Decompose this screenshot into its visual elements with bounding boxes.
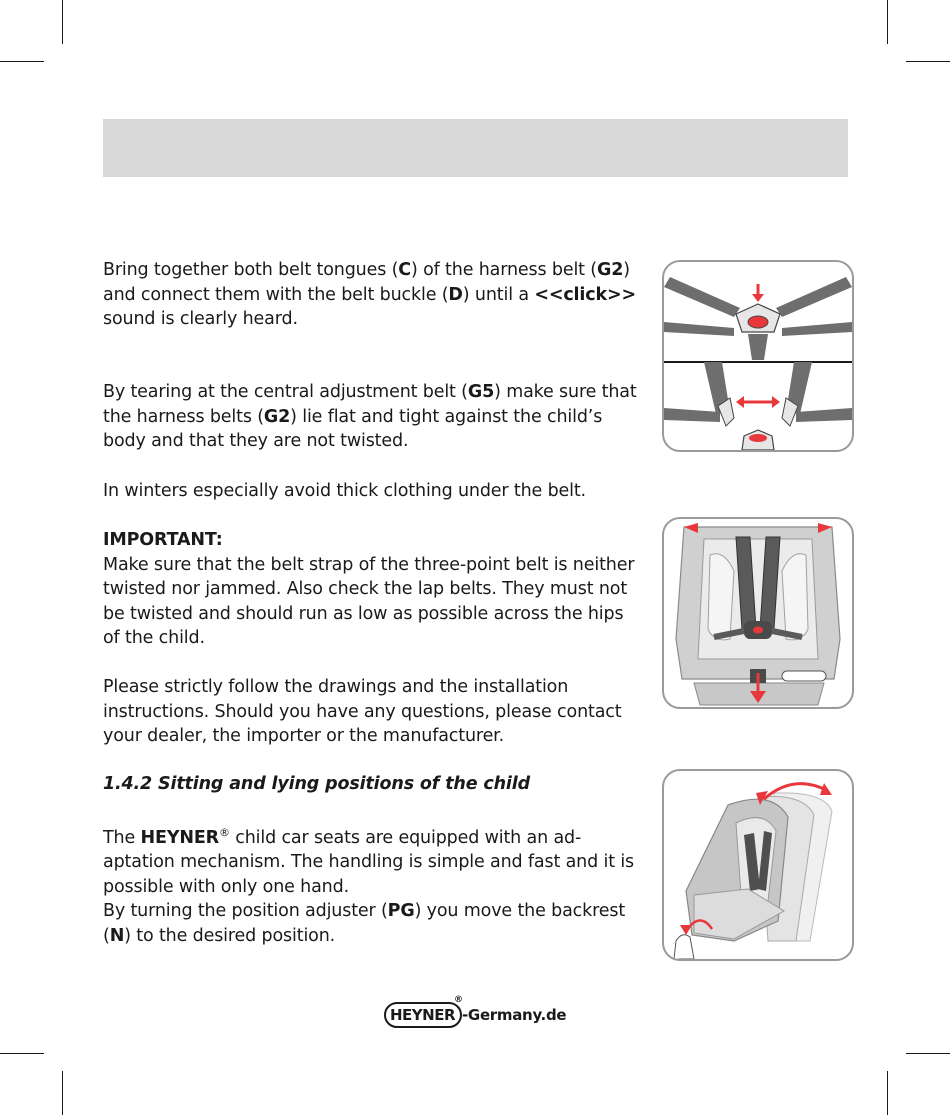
recline-illustration: [664, 771, 852, 959]
text: ) of the harness belt (: [410, 260, 597, 280]
label-pg: PG: [387, 901, 415, 922]
figure-seat-harness: [662, 517, 854, 709]
paragraph-winter-clothing: In winters especially avoid thick clothing under the belt.: [103, 481, 586, 501]
text: ) you move the backrest (: [103, 901, 626, 946]
text: The: [103, 827, 141, 848]
text: Bring together both belt tongues (: [103, 260, 399, 280]
crop-mark-top-left-h: [0, 61, 44, 62]
paragraph-position-adjuster: [103, 821, 643, 948]
footer-logo: [384, 997, 574, 1031]
brand-name: HEYNER: [140, 827, 219, 848]
text: By turning the position adjuster (: [103, 901, 388, 922]
text: child car seats are equipped with an ad-aptation mechanism. The handling is simple and fast and it is possible with only one hand.: [103, 827, 634, 897]
text: ) to the desired position.: [124, 925, 336, 946]
paragraph-tighten-belts: [103, 380, 643, 454]
paragraph-follow-instructions: Please strictly follow the drawings and the installation instructions. Should you have any questions, please contact your dealer, the importer or the manufacturer.: [103, 677, 622, 746]
label-d: D: [448, 284, 463, 305]
figure-buckle-connection: [662, 260, 854, 452]
crop-mark-bottom-right-h: [906, 1053, 950, 1054]
important-text: Make sure that the belt strap of the three-point belt is neither twisted nor jammed. Also check the lap belts. They must not be twisted and should run as low as possible across the hips of the child.: [103, 554, 635, 648]
click-label: <<click>>: [534, 284, 636, 305]
buckle-illustration: [664, 262, 852, 450]
crop-mark-top-right-v: [887, 0, 888, 44]
text: ) and connect them with the belt buckle (: [103, 260, 630, 305]
label-n: N: [109, 925, 125, 946]
text: ) until a: [462, 284, 535, 305]
logo-brand: HEYNER: [390, 1006, 456, 1024]
crop-mark-top-right-h: [906, 61, 950, 62]
label-g2: G2: [263, 406, 291, 427]
header-band: [103, 119, 848, 177]
crop-mark-bottom-right-v: [887, 1071, 888, 1115]
seat-harness-illustration: [664, 519, 852, 707]
crop-mark-bottom-left-v: [62, 1071, 63, 1115]
paragraph-connect-buckle: [103, 258, 643, 332]
section-heading: 1.4.2 Sitting and lying positions of the child: [103, 774, 530, 794]
text: sound is clearly heard.: [103, 309, 298, 329]
logo-domain: -Germany.de: [462, 1006, 567, 1024]
text: By tearing at the central adjustment belt (: [103, 382, 468, 402]
text: ) lie flat and tight against the child’s body and that they are not twisted.: [103, 406, 603, 451]
label-g5: G5: [467, 382, 495, 402]
label-c: C: [398, 260, 411, 280]
crop-mark-bottom-left-h: [0, 1053, 44, 1054]
registered-mark: ®: [218, 826, 230, 839]
text: ) make sure that the harness belts (: [103, 382, 637, 427]
label-g2: G2: [596, 260, 624, 280]
logo-registered-mark: ®: [454, 995, 463, 1005]
figure-recline-position: [662, 769, 854, 961]
crop-mark-top-left-v: [62, 0, 63, 44]
important-block: [103, 528, 643, 651]
important-label: IMPORTANT:: [103, 530, 223, 550]
